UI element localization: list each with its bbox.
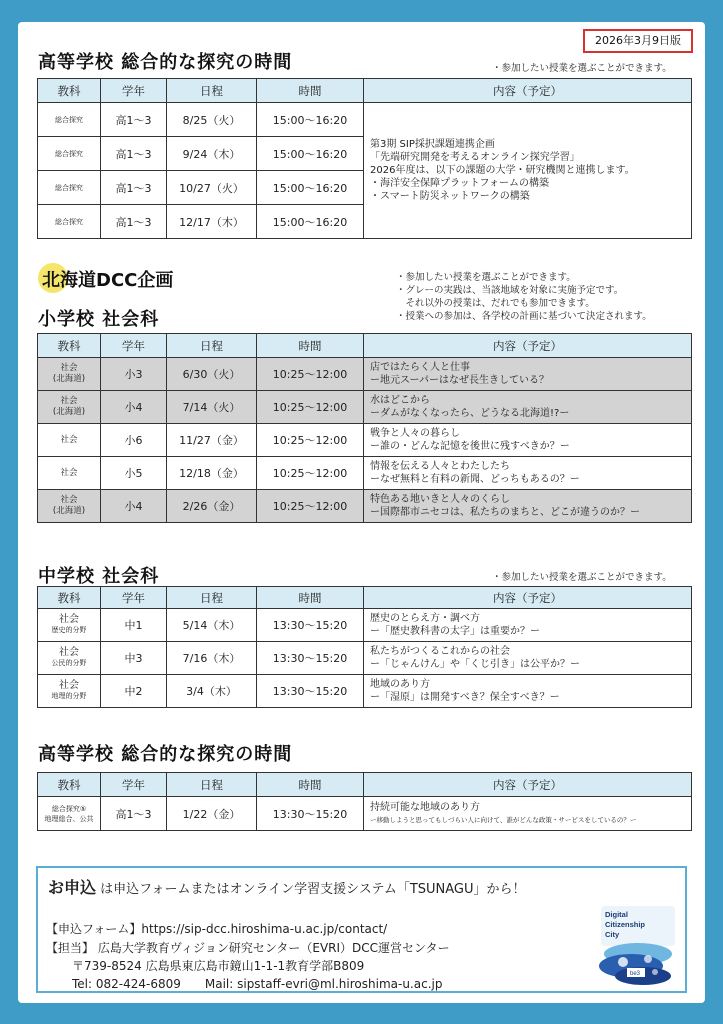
note-line: ・授業への参加は、各学校の計画に基づいて決定されます。 — [396, 311, 652, 322]
table-row — [38, 457, 692, 490]
table-header-row — [38, 773, 692, 797]
row-grade: 小4 — [101, 490, 167, 523]
header-date: 日程 — [167, 334, 257, 358]
row-time: 10:25〜12:00 — [257, 358, 364, 391]
apply-title — [48, 875, 526, 898]
apply-address: 〒739-8524 広島県東広島市鏡山1-1-1教育学部B809 — [72, 959, 365, 973]
note-line: ・参加したい授業を選ぶことができます。 — [396, 272, 576, 283]
row-content: 地域のあり方 ー「湿原」は開発すべき？保全すべき？ー — [364, 675, 692, 708]
header-time: 時間 — [257, 773, 364, 797]
row-time: 10:25〜12:00 — [257, 424, 364, 457]
logo-line3: City — [605, 930, 620, 939]
header-subject: 教科 — [38, 79, 101, 103]
row-grade: 高1〜3 — [101, 205, 167, 239]
row-date: 9/24（木） — [167, 137, 257, 171]
row-time: 15:00〜16:20 — [257, 103, 364, 137]
dcc-logo-graphic — [593, 904, 683, 989]
apply-box — [36, 866, 687, 993]
header-date: 日程 — [167, 773, 257, 797]
row-grade: 中2 — [101, 675, 167, 708]
row-content: 歴史のとらえ方・調べ方 ー「歴史教科書の太字」は重要か？ー — [364, 609, 692, 642]
row-time: 13:30〜15:20 — [257, 642, 364, 675]
section2-notes — [396, 271, 652, 323]
row-time: 10:25〜12:00 — [257, 391, 364, 424]
hokkaido-heading — [38, 263, 174, 291]
row-grade: 小3 — [101, 358, 167, 391]
row-grade: 高1〜3 — [101, 137, 167, 171]
header-subject: 教科 — [38, 587, 101, 609]
row-time: 15:00〜16:20 — [257, 137, 364, 171]
row-grade: 小5 — [101, 457, 167, 490]
row-time: 10:25〜12:00 — [257, 457, 364, 490]
date-badge: 2026年3月9日版 — [583, 29, 693, 53]
row-date: 7/16（木） — [167, 642, 257, 675]
section3-table — [37, 586, 692, 708]
header-grade: 学年 — [101, 334, 167, 358]
header-subject: 教科 — [38, 334, 101, 358]
row-subject: 総合探究 — [38, 137, 101, 171]
header-content: 内容（予定） — [364, 587, 692, 609]
header-time: 時間 — [257, 587, 364, 609]
row-subject: 総合探究⑤ 地理総合、公共 — [38, 797, 101, 831]
section2-title: 小学校 社会科 — [38, 309, 160, 330]
logo-line1: Digital — [605, 910, 628, 919]
row-content: 戦争と人々の暮らし ー誰の・どんな記憶を後世に残すべきか？ー — [364, 424, 692, 457]
content-line: ・海洋安全保障プラットフォームの構築 — [370, 178, 549, 189]
row-subject: 社会 地理的分野 — [38, 675, 101, 708]
section1-table — [37, 78, 692, 239]
table-row — [38, 797, 692, 831]
table-row — [38, 103, 692, 137]
content-line: 2026年度は、以下の課題の大学・研究機関と連携します。 — [370, 165, 635, 176]
row-time: 13:30〜15:20 — [257, 675, 364, 708]
header-content: 内容（予定） — [364, 334, 692, 358]
section1-content — [364, 103, 692, 239]
table-row — [38, 358, 692, 391]
row-subject: 社会 — [38, 457, 101, 490]
row-subject: 社会 (北海道) — [38, 358, 101, 391]
row-grade: 小6 — [101, 424, 167, 457]
row-subject: 社会 歴史的分野 — [38, 609, 101, 642]
row-subject: 社会 (北海道) — [38, 490, 101, 523]
section3-title: 中学校 社会科 — [38, 566, 160, 587]
row-date: 2/26（金） — [167, 490, 257, 523]
apply-form-link[interactable]: 【申込フォーム】https://sip-dcc.hiroshima-u.ac.jp/contact/ — [46, 922, 388, 936]
header-time: 時間 — [257, 334, 364, 358]
header-time: 時間 — [257, 79, 364, 103]
row-grade: 高1〜3 — [101, 171, 167, 205]
row-content: 特色ある地いきと人々のくらし ー国際都市ニセコは、私たちのまちと、どこが違うのか？ー — [364, 490, 692, 523]
table-header-row — [38, 79, 692, 103]
header-content: 内容（予定） — [364, 773, 692, 797]
row-date: 12/18（金） — [167, 457, 257, 490]
apply-title-bold: お申込 — [48, 878, 97, 897]
row-date: 1/22（金） — [167, 797, 257, 831]
row-content: 私たちがつくるこれからの社会 ー「じゃんけん」や「くじ引き」は公平か？ー — [364, 642, 692, 675]
content-line: 第3期 SIP採択課題連携企画 — [370, 139, 495, 150]
section1-note: ・参加したい授業を選ぶことができます。 — [492, 63, 672, 74]
row-grade: 中1 — [101, 609, 167, 642]
row-time: 10:25〜12:00 — [257, 490, 364, 523]
table-header-row — [38, 334, 692, 358]
flyer-sheet — [18, 22, 705, 1003]
row-grade: 高1〜3 — [101, 797, 167, 831]
apply-tel-mail: Tel: 082-424-6809 Mail: sipstaff-evri@ml.hiroshima-u.ac.jp — [72, 977, 443, 991]
header-date: 日程 — [167, 79, 257, 103]
header-grade: 学年 — [101, 79, 167, 103]
table-row — [38, 424, 692, 457]
apply-title-rest: は申込フォームまたはオンライン学習支援システム「TSUNAGU」から！ — [100, 882, 526, 897]
table-row — [38, 490, 692, 523]
header-subject: 教科 — [38, 773, 101, 797]
row-subject: 総合探究 — [38, 205, 101, 239]
logo-line2: Citizenship — [605, 920, 646, 929]
row-subject: 社会 (北海道) — [38, 391, 101, 424]
row-grade: 中3 — [101, 642, 167, 675]
row-content: 持続可能な地域のあり方 ー移動しようと思ってもしづらい人に向けて、誰がどんな政策・サービスをしているの？ー — [364, 797, 692, 831]
section4-table — [37, 772, 692, 831]
row-content: 情報を伝える人々とわたしたち ーなぜ無料と有料の新聞、どっちもあるの？ー — [364, 457, 692, 490]
note-line: ・グレーの実践は、当該地域を対象に実施予定です。 — [396, 285, 624, 296]
section2-table — [37, 333, 692, 523]
row-date: 8/25（火） — [167, 103, 257, 137]
content-line: 「先端研究開発を考えるオンライン探究学習」 — [370, 152, 580, 163]
header-date: 日程 — [167, 587, 257, 609]
table-row — [38, 609, 692, 642]
row-time: 15:00〜16:20 — [257, 205, 364, 239]
row-time: 15:00〜16:20 — [257, 171, 364, 205]
row-content: 水はどこから ーダムがなくなったら、どうなる北海道!?ー — [364, 391, 692, 424]
row-date: 7/14（火） — [167, 391, 257, 424]
section3-note: ・参加したい授業を選ぶことができます。 — [492, 572, 672, 583]
row-grade: 高1〜3 — [101, 103, 167, 137]
dcc-logo — [593, 904, 683, 989]
table-row — [38, 675, 692, 708]
row-date: 10/27（火） — [167, 171, 257, 205]
note-line: それ以外の授業は、だれでも参加できます。 — [396, 298, 595, 309]
table-row — [38, 391, 692, 424]
content-line: ・スマート防災ネットワークの構築 — [370, 191, 530, 202]
header-grade: 学年 — [101, 587, 167, 609]
row-content: 店ではたらく人と仕事 ー地元スーパーはなぜ長生きしている？ — [364, 358, 692, 391]
row-date: 11/27（金） — [167, 424, 257, 457]
row-date: 5/14（木） — [167, 609, 257, 642]
row-subject: 総合探究 — [38, 171, 101, 205]
apply-contact: 【担当】 広島大学教育ヴィジョン研究センター（EVRI）DCC運営センター — [46, 941, 450, 955]
table-header-row — [38, 587, 692, 609]
row-subject: 総合探究 — [38, 103, 101, 137]
row-subject: 社会 — [38, 424, 101, 457]
row-date: 12/17（木） — [167, 205, 257, 239]
header-content: 内容（予定） — [364, 79, 692, 103]
header-grade: 学年 — [101, 773, 167, 797]
row-subject: 社会 公民的分野 — [38, 642, 101, 675]
hokkaido-title: 北海道DCC企画 — [42, 270, 174, 291]
row-time: 13:30〜15:20 — [257, 797, 364, 831]
table-row — [38, 642, 692, 675]
logo-badge: be3 — [630, 971, 641, 977]
row-date: 6/30（火） — [167, 358, 257, 391]
row-time: 13:30〜15:20 — [257, 609, 364, 642]
section4-title: 高等学校 総合的な探究の時間 — [38, 744, 293, 765]
row-grade: 小4 — [101, 391, 167, 424]
section1-title: 高等学校 総合的な探究の時間 — [38, 52, 293, 73]
row-date: 3/4（木） — [167, 675, 257, 708]
